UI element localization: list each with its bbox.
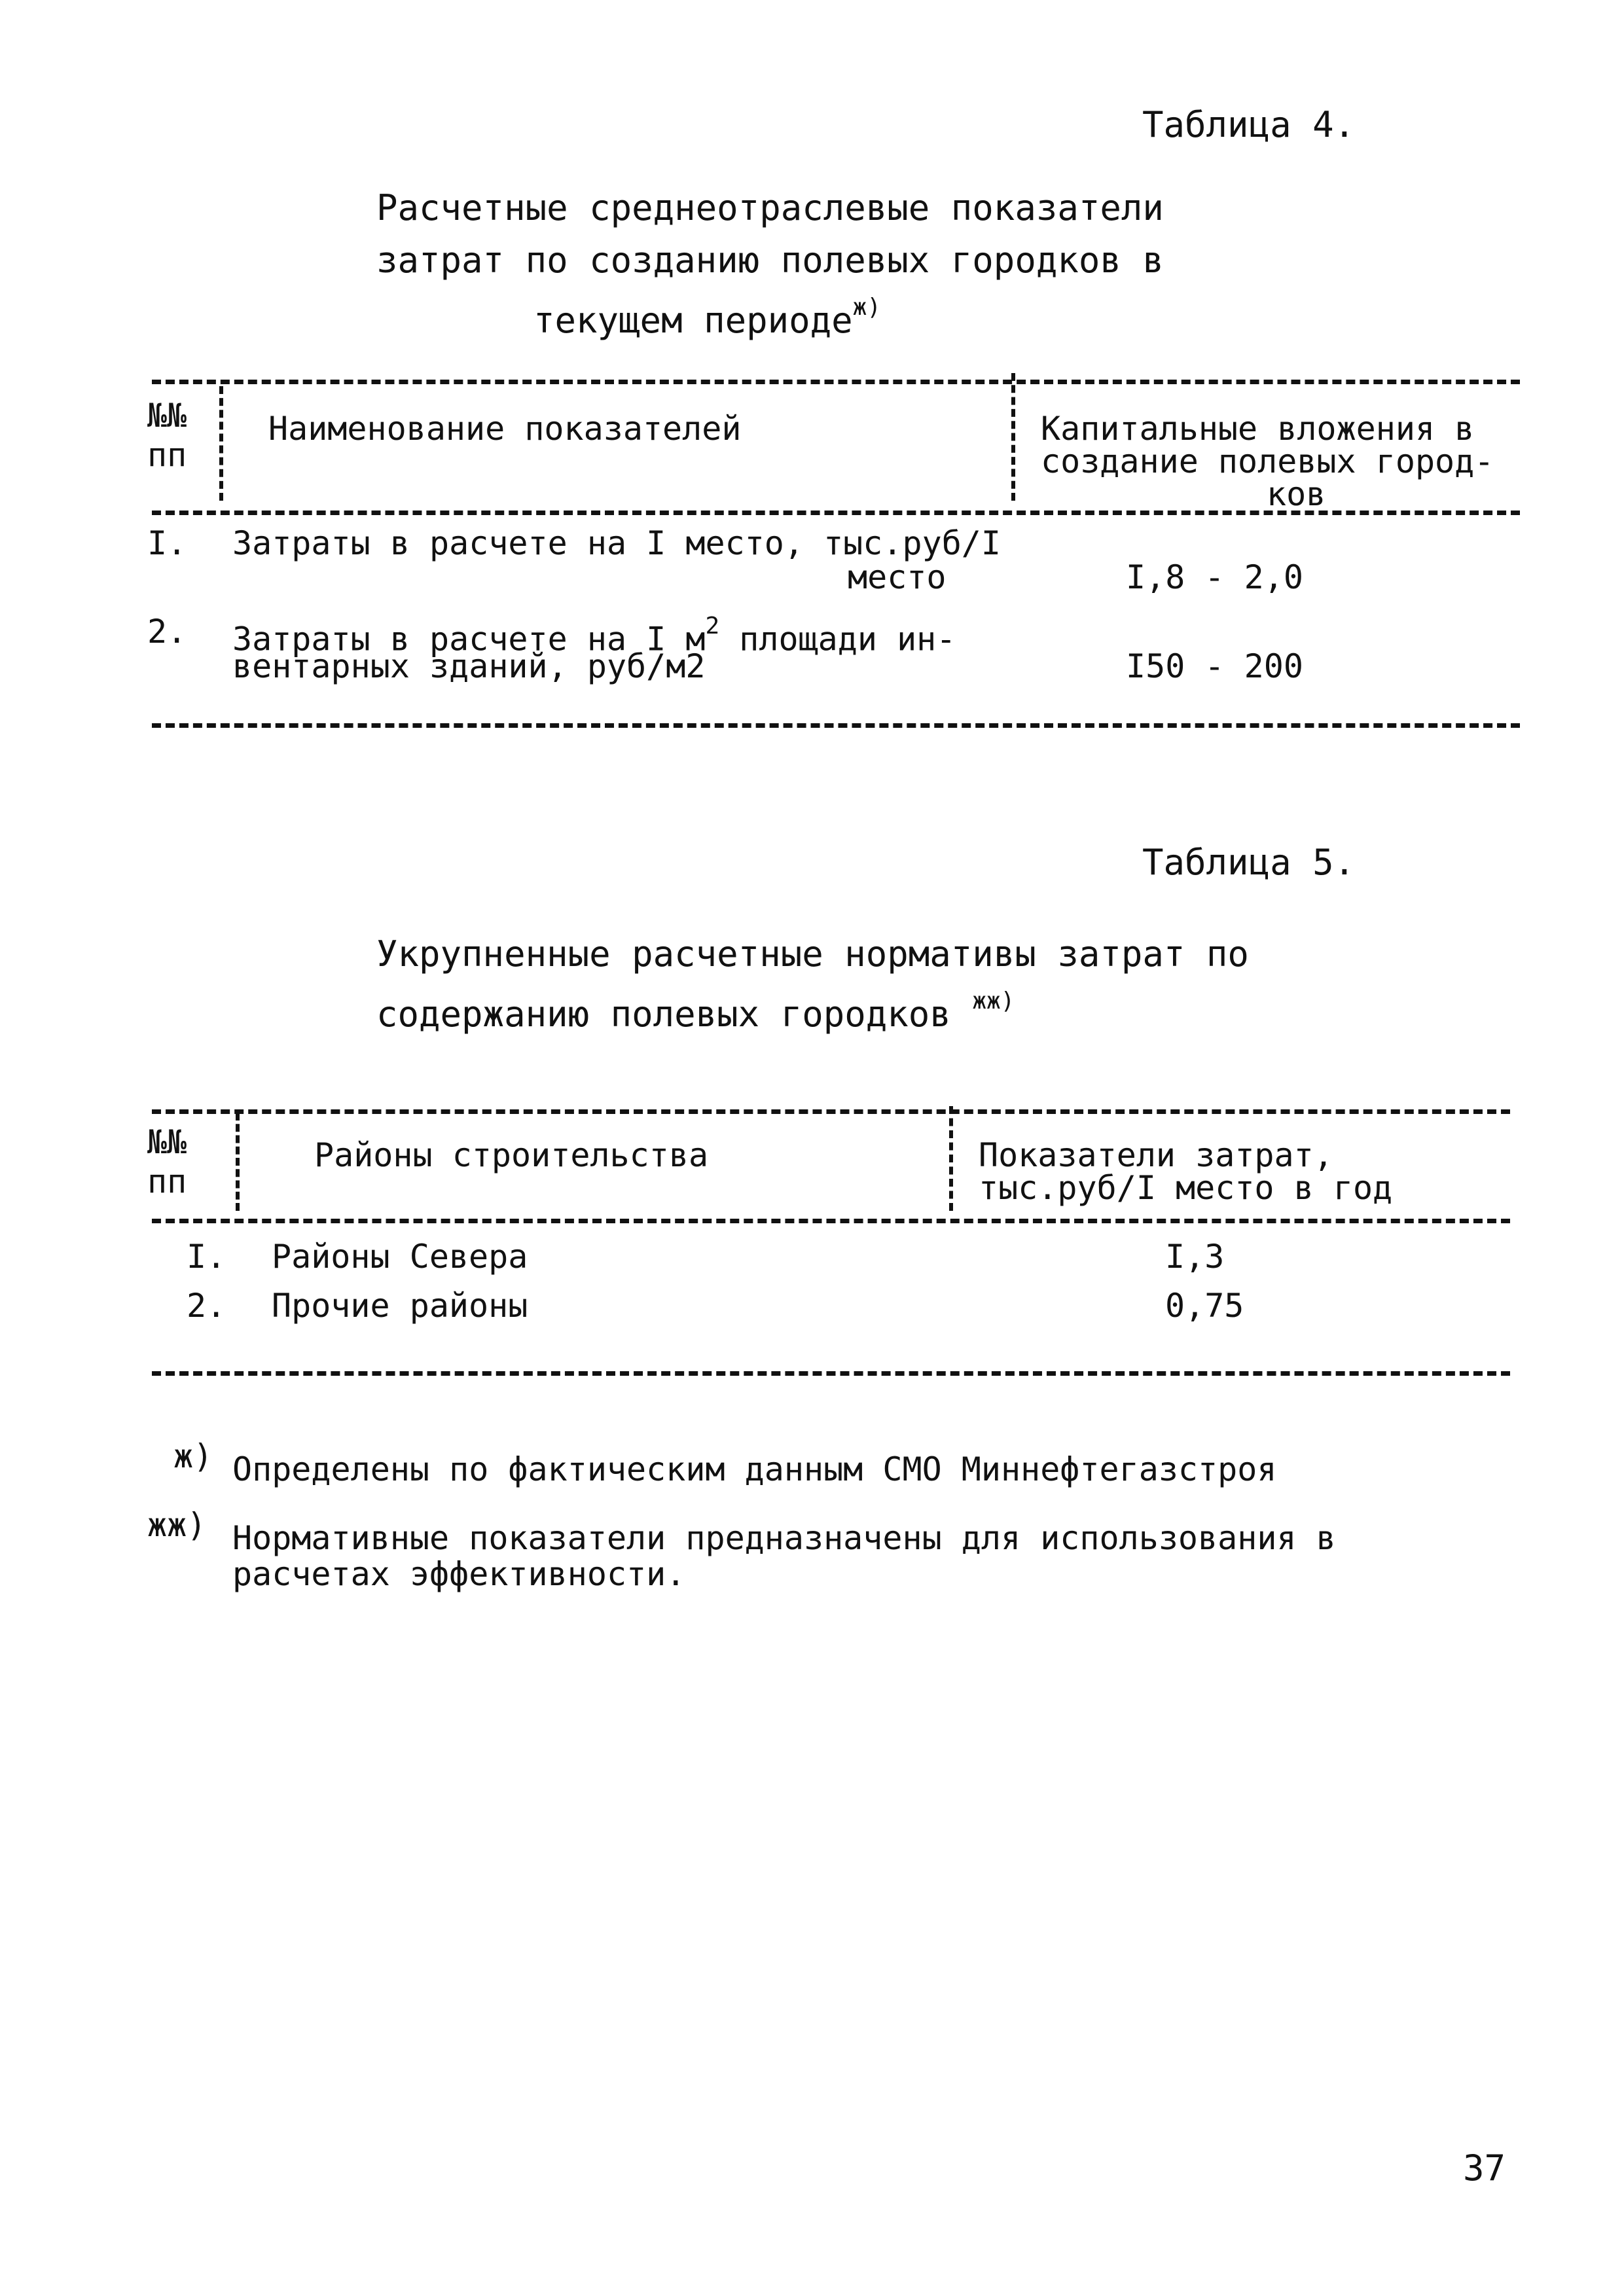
table5-row1-value: I,3 [1165, 1238, 1225, 1276]
table5-title-text: содержанию полевых городков [376, 994, 951, 1035]
table4-label: Таблица 4. [1142, 104, 1356, 145]
table5-top-rule [152, 1109, 1510, 1114]
table5-col-divider-1 [236, 1113, 240, 1211]
table4-row1-name-1: Затраты в расчете на I место, тыс.руб/I [232, 524, 1001, 562]
table5-header-value-2: тыс.руб/I место в год [979, 1169, 1393, 1207]
table4-header-num-1: №№ [147, 397, 187, 435]
table4-header-value-1: Капитальные вложения в [1041, 410, 1475, 448]
table5-row2-value: 0,75 [1165, 1287, 1244, 1325]
table4-header-value-2: создание полевых город- [1041, 442, 1494, 480]
table4-col-divider-2 [1011, 373, 1015, 501]
table4-col-divider-1 [219, 386, 223, 501]
table4-header-rule [152, 511, 1520, 515]
table4-row1-num: I. [147, 524, 187, 562]
table5-header-num-2: пп [147, 1162, 187, 1200]
footnote-mark: ж) [852, 294, 882, 321]
table5-row2-name: Прочие районы [272, 1287, 528, 1325]
table5-row2-num: 2. [187, 1287, 226, 1325]
table4-title-line2: затрат по созданию полевых городков в [376, 240, 1164, 281]
table5-row1-name: Районы Севера [272, 1238, 528, 1276]
table5-title-line1: Укрупненные расчетные нормативы затрат по [376, 933, 1249, 975]
table4-row1-name-2: место [848, 558, 947, 596]
footnote-mark: жж) [972, 988, 1015, 1014]
table5-label: Таблица 5. [1142, 842, 1356, 883]
page-number: 37 [1463, 2147, 1506, 2189]
table4-header-value-3: ков [1267, 475, 1326, 513]
table4-bottom-rule [152, 723, 1520, 728]
footnote2-mark: жж) [147, 1506, 207, 1544]
table5-header-num-1: №№ [147, 1123, 187, 1161]
table4-header-name: Наименование показателей [268, 410, 742, 448]
table4-header-num-2: пп [147, 436, 187, 474]
table5-header-value-1: Показатели затрат, [979, 1136, 1333, 1174]
table4-row2-num: 2. [147, 613, 187, 651]
footnote2-text-1: Нормативные показатели предназначены для использования в [232, 1519, 1336, 1557]
table5-header-rule [152, 1219, 1510, 1223]
footnote1-mark: ж) [173, 1437, 213, 1475]
table4-row2-name-2: вентарных зданий, руб/м2 [232, 647, 706, 685]
table4-title-line1: Расчетные среднеотраслевые показатели [376, 187, 1164, 228]
superscript-2: 2 [705, 613, 720, 639]
table4-row2-text-a: Затраты в расчете на I м [232, 620, 706, 658]
footnote2-text-2: расчетах эффективности. [232, 1555, 686, 1593]
table5-header-name: Районы строительства [314, 1136, 709, 1174]
table4-title-line3 [533, 291, 881, 342]
table4-row1-value: I,8 - 2,0 [1126, 558, 1303, 596]
table4-title-text: текущем периоде [533, 300, 853, 341]
table4-row2-text-b: площади ин- [719, 620, 956, 658]
table4-top-rule [152, 380, 1520, 384]
footnote1-text: Определены по фактическим данным СМО Миннефтегазстроя [232, 1450, 1277, 1488]
table5-bottom-rule [152, 1371, 1510, 1376]
table4-row2-value: I50 - 200 [1126, 647, 1303, 685]
table5-title-line2 [376, 985, 1015, 1036]
table5-row1-num: I. [187, 1238, 226, 1276]
table5-col-divider-2 [949, 1106, 953, 1211]
